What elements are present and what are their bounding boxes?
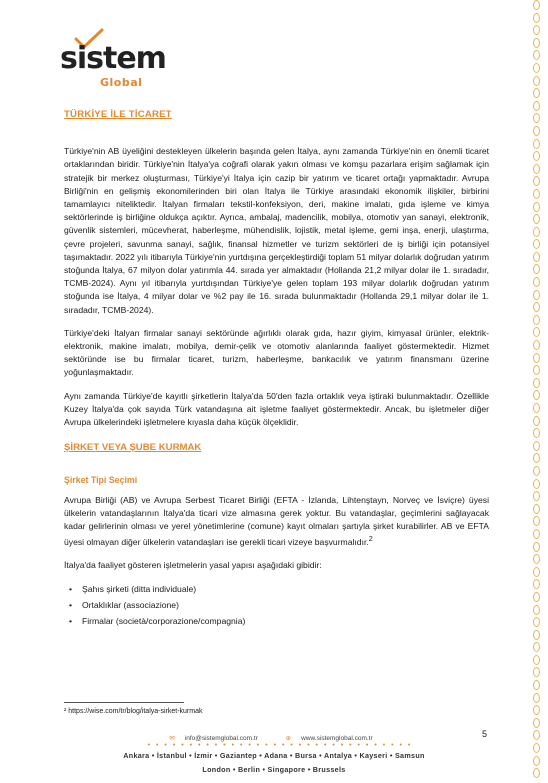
chain-link-icon: [533, 13, 540, 23]
decorative-chain-border: [530, 0, 544, 783]
chain-link-icon: [533, 290, 540, 300]
chain-link-icon: [533, 315, 540, 325]
chain-link-icon: [533, 592, 540, 602]
footnote-divider: [64, 702, 184, 703]
footer-cities-abroad: London • Berlin • Singapore • Brussels: [202, 765, 346, 774]
chain-link-icon: [533, 680, 540, 690]
chain-link-icon: [533, 101, 540, 111]
chain-link-icon: [533, 416, 540, 426]
chain-link-icon: [533, 302, 540, 312]
chain-link-icon: [533, 327, 540, 337]
footer-cities-turkey: Ankara • İstanbul • İzmir • Gaziantep • Adana • Bursa • Antalya • Kayseri • Samsun: [123, 751, 425, 760]
paragraph-italian-firms: Türkiye'deki İtalyan firmalar sanayi sektöründe ağırlıklı olarak gıda, hazır giyim, kimyasal ürünler, elektrik-elektronik, makine imalatı, mobilya, demir-çelik ve otomotiv alanlarında faaliyet göstermektedir. Hizmet sektöründe ise bu firmalar ticaret, turizm, haberleşme, bankacılık ve yatırım finansmanı üzerine yoğunlaşmaktadır.: [64, 327, 489, 378]
globe-icon: ⊕: [285, 735, 292, 742]
chain-link-icon: [533, 264, 540, 274]
footnote-ref: 2: [368, 535, 373, 544]
chain-link-icon: [533, 718, 540, 728]
paragraph-turkish-companies: Aynı zamanda Türkiye'de kayıtlı şirketlerin İtalya'da 50'den fazla ortaklık veya iştiraki bulunmaktadır. Özellikle Kuzey İtalya'da çok sayıda Türk vatandaşına ait işletme faaliyet göstermektedir. Ancak, bu işletmeler diğer Avrupa ülkelerindeki işletmelere kıyasla daha küçük ölçeklidir.: [64, 390, 489, 428]
chain-link-icon: [533, 403, 540, 413]
chain-link-icon: [533, 504, 540, 514]
chain-link-icon: [533, 63, 540, 73]
chain-link-icon: [533, 340, 540, 350]
chain-link-icon: [533, 239, 540, 249]
chain-link-icon: [533, 252, 540, 262]
chain-link-icon: [533, 542, 540, 552]
chain-link-icon: [533, 605, 540, 615]
section-heading-company: ŞİRKET VEYA ŞUBE KURMAK: [64, 442, 202, 454]
paragraph-visa: [64, 494, 489, 550]
paragraph-visa-text: Avrupa Birliği (AB) ve Avrupa Serbest Ticaret Birliği (EFTA - İzlanda, Lihtenştayn, Norveç ve İsviçre) üyesi ülkelerin vatandaşlarının İtalya'da ticari vize almasına gerek yoktur. Bu vatandaşlar, geçimlerini sağlayacak kadar gelirlerinin olması ve yerel yönetimlerine (comune) kayıt olmaları şartıyla şirket kurabilirler. AB ve EFTA üyesi olmayan diğer ülkelerin vatandaşları ise gerekli ticari vizeye başvurmalıdır.: [64, 494, 489, 548]
chain-link-icon: [533, 390, 540, 400]
chain-link-icon: [533, 0, 540, 10]
chain-link-icon: [533, 466, 540, 476]
chain-link-icon: [533, 164, 540, 174]
chain-link-icon: [533, 642, 540, 652]
chain-link-icon: [533, 630, 540, 640]
logo-subtitle: Global: [100, 76, 143, 89]
footnote: ² https://wise.com/tr/blog/italya-sirket-kurmak: [64, 708, 203, 715]
chain-link-icon: [533, 529, 540, 539]
sistem-global-logo: [60, 28, 166, 98]
subheading-company-type: Şirket Tipi Seçimi: [64, 475, 138, 486]
paragraph-legal-structure: İtalya'da faaliyet gösteren işletmelerin yasal yapısı aşağıdaki gibidir:: [64, 560, 322, 571]
footer-dots: • • • • • • • • • • • • • • • • • • • • • • • • • • • • • • • •: [147, 742, 413, 749]
chain-link-icon: [533, 202, 540, 212]
chain-link-icon: [533, 491, 540, 501]
chain-link-icon: [533, 176, 540, 186]
chain-link-icon: [533, 705, 540, 715]
chain-link-icon: [533, 655, 540, 665]
section-heading-trade: TÜRKİYE İLE TİCARET: [64, 109, 172, 120]
chain-link-icon: [533, 516, 540, 526]
logo-wordmark: sistem: [60, 41, 166, 76]
chain-link-icon: [533, 113, 540, 123]
chain-link-icon: [533, 667, 540, 677]
chain-link-icon: [533, 353, 540, 363]
chain-link-icon: [533, 365, 540, 375]
chain-link-icon: [533, 693, 540, 703]
chain-link-icon: [533, 579, 540, 589]
chain-link-icon: [533, 76, 540, 86]
chain-link-icon: [533, 428, 540, 438]
chain-link-icon: [533, 50, 540, 60]
page-content: [64, 108, 489, 631]
chain-link-icon: [533, 441, 540, 451]
chain-link-icon: [533, 277, 540, 287]
page-number: 5: [482, 729, 488, 739]
chain-link-icon: [533, 214, 540, 224]
chain-link-icon: [533, 453, 540, 463]
chain-link-icon: [533, 554, 540, 564]
list-item: • Şahıs şirketi (ditta individuale): [82, 583, 489, 596]
footer-contact: [0, 734, 548, 742]
chain-link-icon: [533, 88, 540, 98]
footer-website[interactable]: www.sistemglobal.com.tr: [301, 735, 373, 742]
paragraph-intro: Türkiye'nin AB üyeliğini destekleyen ülkelerin başında gelen İtalya, aynı zamanda Türkiye'nin en önemli ticaret ortaklarından biridir. Türkiye'nin İtalya'ya coğrafi olarak yakın olması ve komşu pazarlara erişim sağlamak için stratejik bir merkez oluşturması, Türkiye'yi İtalya için cazip bir yatırım ve ticaret ortağı yapmaktadır. Avrupa Birliği'nin en gelişmiş ekonomilerinden biri olan İtalya ile Türkiye arasındaki ekonomik ilişkiler, birbirini tamamlayıcı niteliktedir. İtalyan firmaları tekstil-konfeksiyon, deri, makine imalatı, gıda işleme ve kimya sektörlerinde iş birliğine oldukça açıktır. Ayrıca, ambalaj, madencilik, mobilya, otomotiv yan sanayi, elektronik, güvenlik sistemleri, mücevherat, haberleşme, mühendislik, lojistik, metal işleme, gemi inşa, enerji, ulaştırma, çevre projeleri, savunma sanayi, sağlık, finansal hizmetler ve turizm sektörleri de iş birliği için potansiyel taşımaktadır. 2022 yılı itibarıyla Türkiye'nin yurtdışına gerçekleştirdiği toplam 51 milyar dolarlık doğrudan yatırım stoğunda İtalya, 67 milyon dolar yatırımla 44. sırada yer almaktadır (Hollanda 21,2 milyar dolar ile 1. sıradadır, TCMB-2024). Aynı yıl itibarıyla yurtdışından Türkiye'ye gelen toplam 193 milyar dolarlık doğrudan yatırım stoğunda ise İtalya, 4 milyar dolar ve %2 pay ile 16. sırada bulunmaktadır (Hollanda 29,1 milyar dolar ile 1. sıradadır, TCMB-2024).: [64, 146, 489, 315]
list-item: • Firmalar (società/corporazione/compagnia): [82, 615, 489, 628]
chain-link-icon: [533, 189, 540, 199]
chain-link-icon: [533, 617, 540, 627]
chain-link-icon: [533, 227, 540, 237]
chain-link-icon: [533, 479, 540, 489]
chain-link-icon: [533, 151, 540, 161]
chain-link-icon: [533, 378, 540, 388]
chain-link-icon: [533, 38, 540, 48]
chain-link-icon: [533, 139, 540, 149]
chain-link-icon: [533, 126, 540, 136]
footer-email[interactable]: info@sistemglobal.com.tr: [184, 735, 258, 742]
chain-link-icon: [533, 567, 540, 577]
legal-structure-list: [64, 583, 489, 629]
mail-icon: ✉: [169, 735, 175, 742]
list-item: • Ortaklıklar (associazione): [82, 599, 489, 612]
chain-link-icon: [533, 25, 540, 35]
